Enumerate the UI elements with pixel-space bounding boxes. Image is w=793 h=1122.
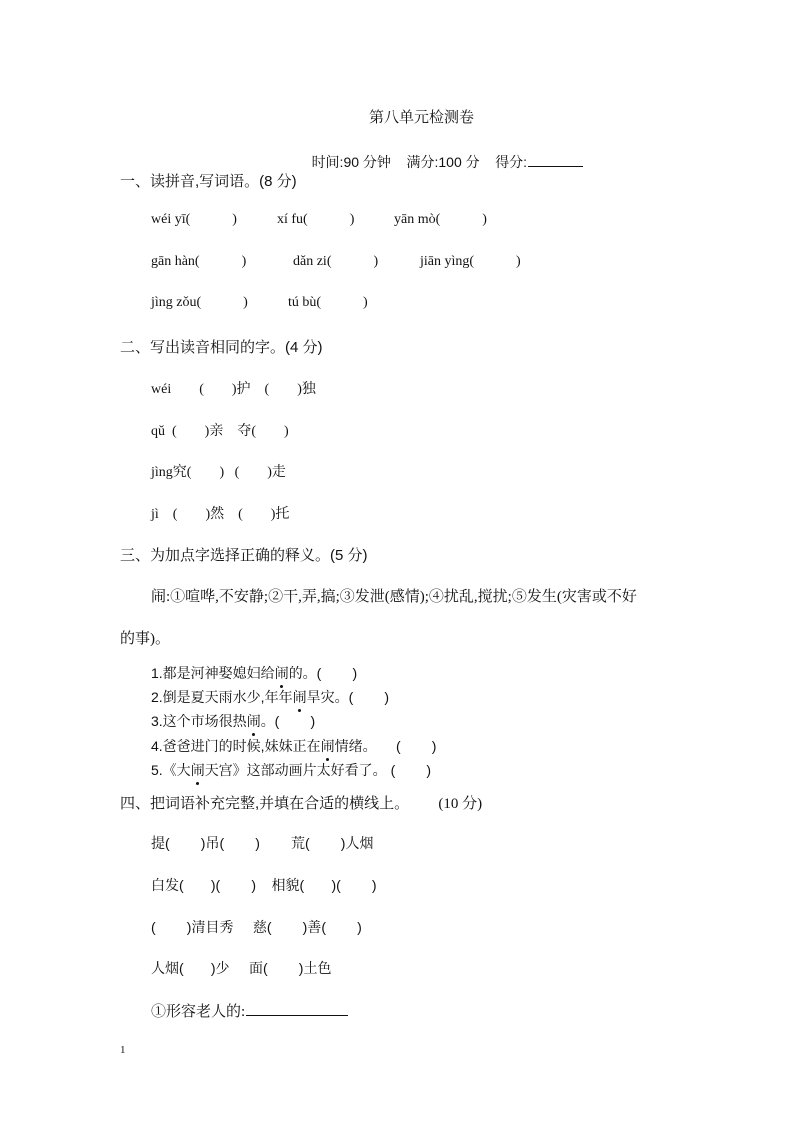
pinyin-item: tú bù( ) (288, 295, 368, 310)
section-4-points: (10 分) (438, 796, 483, 812)
full-score: 满分:100 分 (406, 154, 480, 170)
homophone-row: jì ( )然 ( )托 (151, 507, 290, 522)
section-3-heading: 三、为加点字选择正确的释义。(5 分) (120, 547, 368, 564)
idiom-row: 提( )吊( ) 荒( )人烟 (151, 835, 374, 851)
homophone-row: qǔ ( )亲 夺( ) (151, 424, 289, 439)
page-number: 1 (120, 1044, 126, 1056)
pinyin-item: xí fu( ) (277, 212, 355, 227)
dotted-char: 闹 (292, 689, 307, 705)
question-item: 2.倒是夏天雨水少,年年闹旱灾。( ) (151, 689, 390, 705)
exam-meta (296, 136, 583, 188)
question-item: 4.爸爸进门的时候,妹妹正在闹情绪。 ( ) (151, 738, 437, 754)
section-2-heading: 二、写出读音相同的字。(4 分) (120, 339, 323, 356)
score-label: 得分: (495, 154, 528, 170)
pinyin-item: wéi yī( ) (151, 212, 237, 227)
page-title: 第八单元检测卷 (368, 109, 474, 126)
score-blank[interactable] (528, 152, 583, 167)
time-limit: 时间:90 分钟 (311, 154, 391, 170)
pinyin-item: gān hàn( ) (151, 254, 247, 269)
dotted-char: 闹 (320, 738, 335, 754)
idiom-row: 白发( )( ) 相貌( )( ) (151, 877, 377, 893)
pinyin-item: jìng zǒu( ) (151, 295, 248, 310)
pinyin-item: yān mò( ) (394, 212, 487, 227)
dotted-char: 闹 (190, 762, 205, 778)
question-item: 1.都是河神娶媳妇给闹的。( ) (151, 665, 358, 681)
definition-line: 的事)。 (120, 631, 170, 647)
fill-prompt-row: ①形容老人的: (151, 1000, 348, 1021)
idiom-row: 人烟( )少 面( )土色 (151, 960, 332, 976)
definition-line: 闹:①喧哗,不安静;②干,弄,搞;③发泄(感情);④扰乱,搅扰;⑤发生(灾害或不好 (151, 589, 637, 605)
question-item: 5.《大闹天宫》这部动画片太好看了。 ( ) (151, 762, 432, 778)
section-1-heading: 一、读拼音,写词语。(8 分) (120, 173, 297, 190)
pinyin-item: jiān yìng( ) (420, 254, 521, 269)
dotted-char: 闹 (274, 665, 289, 681)
dotted-char: 闹 (246, 713, 261, 729)
answer-blank[interactable] (246, 1001, 348, 1016)
question-item: 3.这个市场很热闹。( ) (151, 713, 316, 729)
idiom-row: ( )清目秀 慈( )善( ) (151, 919, 362, 935)
homophone-row: jìng究( ) ( )走 (151, 465, 286, 480)
homophone-row: wéi ( )护 ( )独 (151, 382, 316, 397)
section-4-heading: 四、把词语补充完整,并填在合适的横线上。 (10 分) (120, 795, 483, 812)
pinyin-item: dǎn zi( ) (293, 254, 379, 269)
